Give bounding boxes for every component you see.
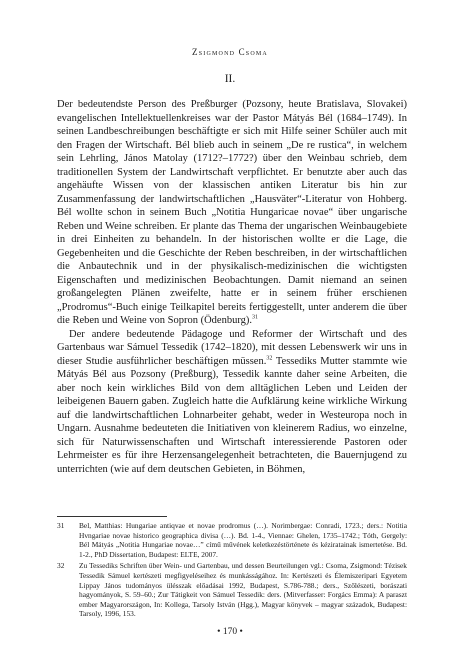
page-number: • 170 • [217,627,243,637]
paragraph-2-text-continued: Tessediks Mutter stammte wie Mátyás Bél aus Pozsony (Preßburg), Tessedik kannte daher seine Arbeiten, die aber noch kein wirkliches Bild von dem alltäglichen Leben und Leiden der leibeigenen Bauern gaben. Zugleich hatte die Aufklärung keine wirkliche Wirkung auf die landwirtschaftlichen Lohnarbeiter gehabt, weder in Westeuropa noch in Ungarn. Ausnahme bedeuteten die Initiativen von kleinerem Radius, wo einzelne, sich für Naturwissenschaften und Wirtschaft interessierende Pastoren oder Lehrmeister es für ihre Herzensangelegenheit betrachteten, die Bauernjugend zu unterrichten (wie auf dem deutschen Gebieten, in Böhmen, [57,355,407,475]
footnote-31 [57,521,407,559]
footnotes [57,521,407,621]
footnote-ref-31[interactable]: 31 [252,314,259,321]
paragraph-2-text: Der andere bedeutende Pädagoge und Reformer der Wirtschaft und des Gartenbaus war Sámuel Tessedik (1742–1820), mit dessen Lebenswerk wir uns in dieser Studie ausführlicher beschäftigen müssen. [57,328,407,367]
footnote-number: 31 [57,521,65,530]
paragraph-1 [57,98,407,328]
section-title: II. [224,73,236,85]
footnote-text: Zu Tessediks Schriften über Wein- und Gartenbau, und dessen Beurteilungen vgl.: Csoma, Zsigmond: Tézisek Tessedik Sámuel kertészeti megfigyeléseihez és munkásságához. In: Kertészeti és Élemiszeripari Egyetem Lippay János tudományos ülésszak előadásai 1992, Budapest, S.786-788.; ders., Szőlészeti, borászati hagyományok, S. 59–60.; Zur Tätigkeit von Sámuel Tessedik: ders. (Mitverfasser: Forgács Emma): A paraszt ember Magyarországon, In: Kollega, Tarsoly István (Hgg.), Magyar könyvek – magyar századok, Budapest: Tarsoly, 1996, 153. [79,561,407,619]
paragraph-1-text: Der bedeutendste Person des Preßburger (Pozsony, heute Bratislava, Slovakei) evangelischen Intellektuellenkreises war der Pastor Mátyás Bél (1684–1749). In seinen Landbeschreibungen beschäftigte er sich mit Hilfe seiner Schüler auch mit den Fragen der Wirtschaft. Bél blieb auch in seinem „De re rustica“, in welchem sein Lehrling, János Matolay (1712?–1772?) über den Weinbau schrieb, dem traditionellen System der Landwirtschaft verpflichtet. Er benutzte aber auch das angehäufte Wissen von der klassischen antiken Literatur bis hin zur Zusammenfassung der landwirtschaftlichen „Hausväter“-Literatur von Hohberg. Bél wollte schon in seinem Buch „Notitia Hungaricae novae“ über ungarische Reben und Weine schreiben. Er plante das Thema der ungarischen Weinbaugebiete in drei Einheiten zu behandeln. In der historischen wollte er die Lage, die Gegebenheiten und die Geschichte der Reben beschreiben, in der wirtschaftlichen die Anbautechnik und in der physikalisch-medizinischen die wichtigsten Eigenschaften und medizinischen Beobachtungen. Damit niemand an seinen großangelegten Plänen zweifelte, hatte er in seinem früher erschienen „Prodromus“-Buch einige Teilkapitel bereits fertiggestellt, unter anderem die über die Reben und Weine von Sopron (Ödenburg). [57,99,407,326]
footnote-32 [57,561,407,619]
footnote-text: Bel, Matthias: Hungariae antiqvae et novae prodromus (…). Norimbergae: Conradi, 1723.; ders.: Notitia Hvngariae novae historico geographica divisa (…). Bd. 1-4., Viennae: Ghelen, 1735–1742.; Tóth, Gergely: Bél Mátyás „Notitia Hungariae novae…” című művének keletkezéstörténete és kéziratainak ismertetése. Bd. 1-2., PhD Dissertation, Budapest: ELTE, 2007. [79,521,407,559]
footnote-number: 32 [57,561,65,571]
running-head: Zsigmond Csoma [192,47,268,57]
footnote-divider [57,516,167,517]
footnote-ref-32[interactable]: 32 [266,355,273,361]
body-text [57,98,407,476]
paragraph-2 [57,328,407,477]
